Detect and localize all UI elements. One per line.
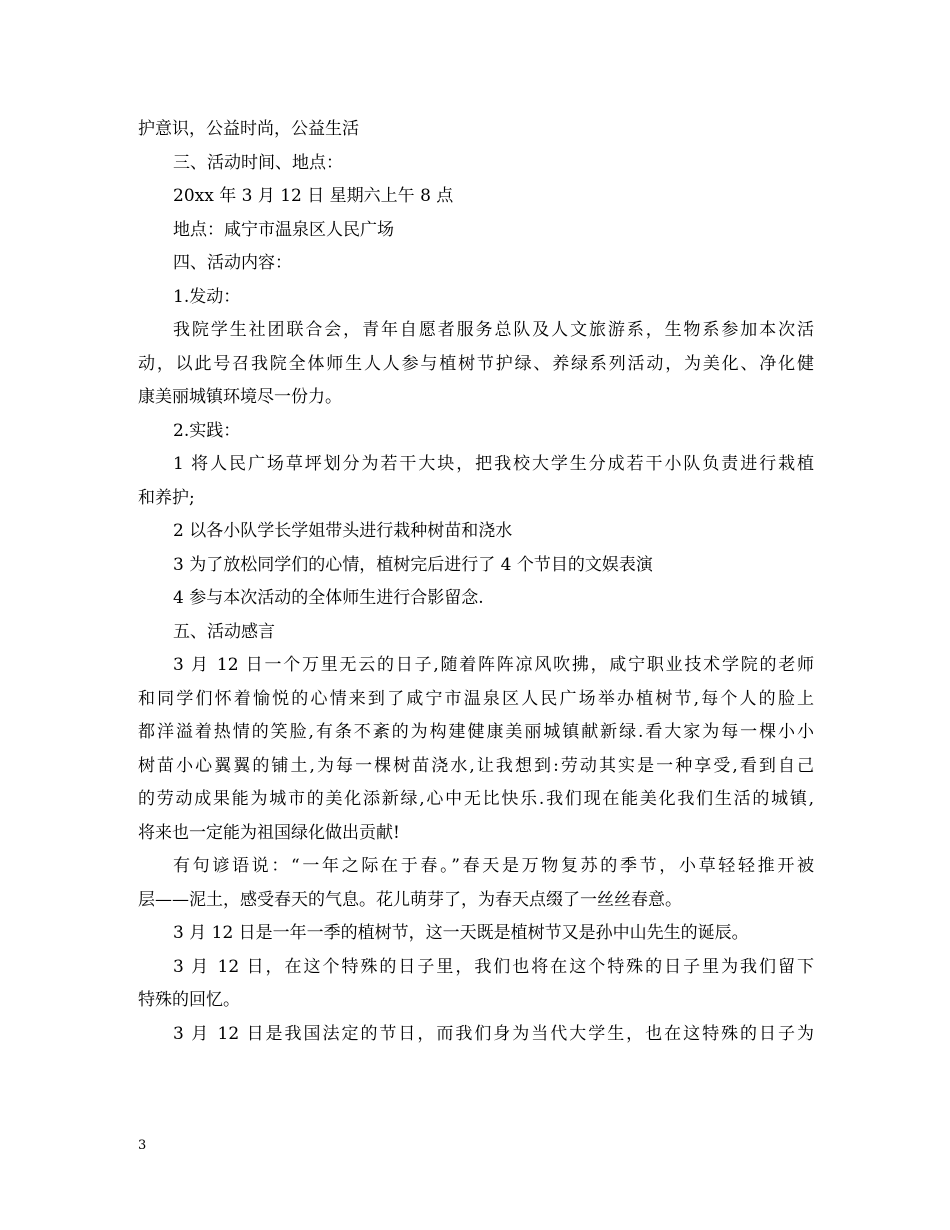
text-line: 康美丽城镇环境尽一份力。 (138, 387, 342, 407)
text-line: 的劳动成果能为城市的美化添新绿,心中无比快乐.我们现在能美化我们生活的城镇, (138, 789, 814, 809)
text-line: 三、活动时间、地点： (173, 152, 343, 173)
text-line: 树苗小心翼翼的铺土,为每一棵树苗浇水,让我想到:劳动其实是一种享受,看到自己 (138, 755, 814, 776)
text-line: 1.发动： (173, 286, 241, 307)
text-line: 1 将人民广场草坪划分为若干大块，把我校大学生分成若干小队负责进行栽植 (173, 454, 814, 474)
text-line: 2.实践： (173, 420, 241, 441)
text-line: 护意识，公益时尚，公益生活 (138, 119, 359, 139)
text-line: 我院学生社团联合会，青年自愿者服务总队及人文旅游系，生物系参加本次活 (173, 320, 814, 340)
text-line: 3 月 12 日，在这个特殊的日子里，我们也将在这个特殊的日子里为我们留下 (173, 956, 814, 977)
text-line: 层——泥土，感受春天的气息。花儿萌芽了，为春天点缀了一丝丝春意。 (138, 889, 682, 910)
text-line: 将来也一定能为祖国绿化做出贡献! (138, 822, 400, 843)
page-number: 3 (138, 1138, 147, 1153)
text-line: 地点：咸宁市温泉区人民广场 (173, 219, 394, 240)
text-line: 四、活动内容： (173, 253, 292, 273)
text-line: 3 月 12 日是我国法定的节日，而我们身为当代大学生，也在这特殊的日子为 (173, 1023, 814, 1044)
text-line: 五、活动感言 (173, 621, 275, 642)
text-line: 动，以此号召我院全体师生人人参与植树节护绿、养绿系列活动，为美化、净化健 (138, 353, 814, 374)
text-line: 和同学们怀着愉悦的心情来到了咸宁市温泉区人民广场举办植树节,每个人的脸上 (138, 688, 814, 709)
text-line: 和养护; (138, 487, 195, 508)
text-line: 4 参与本次活动的全体师生进行合影留念. (173, 588, 484, 608)
text-line: 3 为了放松同学们的心情，植树完后进行了 4 个节目的文娱表演 (173, 554, 653, 575)
text-line: 都洋溢着热情的笑脸,有条不紊的为构建健康美丽城镇献新绿.看大家为每一棵小小 (138, 722, 814, 742)
text-line: 3 月 12 日一个万里无云的日子,随着阵阵凉风吹拂，咸宁职业技术学院的老师 (173, 655, 814, 675)
text-line: 特殊的回忆。 (138, 990, 240, 1010)
text-line: 20xx 年 3 月 12 日 星期六上午 8 点 (173, 186, 454, 206)
document-body (138, 114, 814, 1052)
text-line: 有句谚语说：“一年之际在于春。”春天是万物复苏的季节，小草轻轻推开被 (173, 856, 814, 876)
text-line: 2 以各小队学长学姐带头进行栽种树苗和浇水 (173, 521, 513, 541)
text-line: 3 月 12 日是一年一季的植树节，这一天既是植树节又是孙中山先生的诞辰。 (173, 923, 749, 943)
